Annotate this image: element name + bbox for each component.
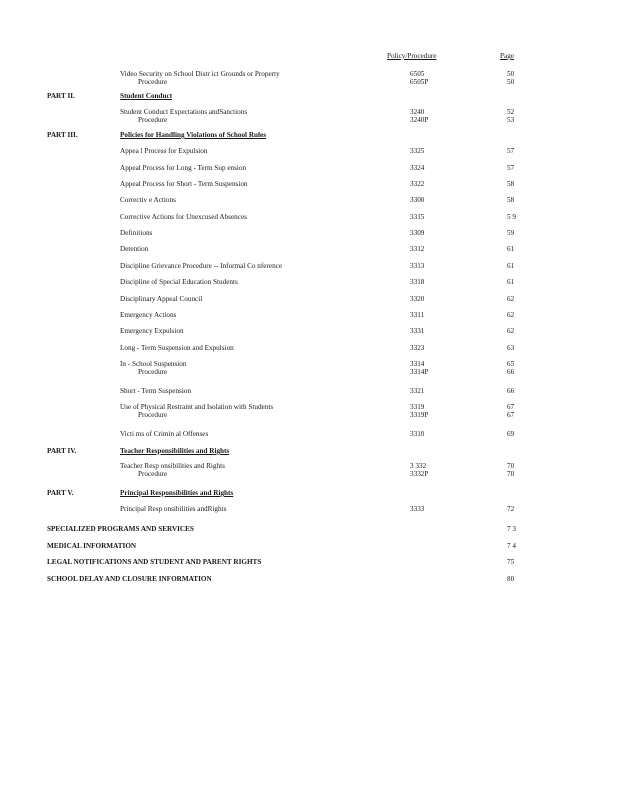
policy-code: 6505P bbox=[410, 78, 429, 86]
entry-subtitle: Procedure bbox=[138, 116, 168, 124]
entry-title: Teacher Resp onsibilities and Rights bbox=[120, 462, 225, 470]
part-heading: Student Conduct bbox=[120, 92, 173, 100]
entry-title: Emergency Expulsion bbox=[120, 327, 184, 335]
part-heading: Policies for Handling Violations of School Rules bbox=[120, 131, 267, 139]
page-number: 52 bbox=[507, 108, 515, 116]
policy-code: 3322 bbox=[410, 180, 425, 188]
policy-code: 3314P bbox=[410, 368, 429, 376]
entry-title: Appeal Process for Short - Term Suspension bbox=[120, 180, 248, 188]
page-number: 67 bbox=[507, 411, 515, 419]
entry-title: Use of Physical Restraint and Isolation with Students bbox=[120, 403, 274, 411]
page-number: 57 bbox=[507, 147, 515, 155]
part-label: PART IV. bbox=[47, 447, 77, 455]
entry-subtitle: Procedure bbox=[138, 411, 168, 419]
entry-title: Short - Term Suspension bbox=[120, 387, 192, 395]
page-number: 65 bbox=[507, 360, 515, 368]
part-heading: Principal Responsibilities and Rights bbox=[120, 489, 234, 497]
entry-title: Appeal Process for Long - Term Sup ension bbox=[120, 164, 247, 172]
page-number: 61 bbox=[507, 262, 515, 270]
policy-code: 3311 bbox=[410, 311, 425, 319]
policy-procedure-header: Policy/Procedure bbox=[387, 52, 437, 60]
page-number: 58 bbox=[507, 180, 515, 188]
page-number: 70 bbox=[507, 462, 515, 470]
page-number: 62 bbox=[507, 327, 515, 335]
entry-title: Definitions bbox=[120, 229, 153, 237]
policy-code: 3333 bbox=[410, 505, 425, 513]
page-number: 7 3 bbox=[507, 525, 516, 533]
policy-code: 3319P bbox=[410, 411, 429, 419]
page-number: 72 bbox=[507, 505, 515, 513]
policy-code: 3315 bbox=[410, 213, 425, 221]
entry-title: In - School Suspension bbox=[120, 360, 187, 368]
entry-title: Disciplinary Appeal Council bbox=[120, 295, 203, 303]
entry-title: Emergency Actions bbox=[120, 311, 177, 319]
entry-title: Detention bbox=[120, 245, 149, 253]
policy-code: 3321 bbox=[410, 387, 425, 395]
entry-title: Discipline of Special Education Students bbox=[120, 278, 238, 286]
entry-title: Student Conduct Expectations andSanctions bbox=[120, 108, 248, 116]
page-number: 50 bbox=[507, 78, 515, 86]
policy-code: 3 332 bbox=[410, 462, 427, 470]
page-number: 57 bbox=[507, 164, 515, 172]
page-number: 59 bbox=[507, 229, 515, 237]
page-header: Page bbox=[500, 52, 514, 60]
part-label: PART III. bbox=[47, 131, 78, 139]
policy-code: 3325 bbox=[410, 147, 425, 155]
policy-code: 3319 bbox=[410, 403, 425, 411]
policy-code: 3310 bbox=[410, 430, 425, 438]
policy-code: 3324 bbox=[410, 164, 425, 172]
page-number: 53 bbox=[507, 116, 515, 124]
entry-subtitle: Procedure bbox=[138, 368, 168, 376]
page-number: 50 bbox=[507, 70, 515, 78]
entry-title: Video Security on School Distr ict Grounds or Property bbox=[120, 70, 280, 78]
policy-code: 3309 bbox=[410, 229, 425, 237]
part-label: PART II. bbox=[47, 92, 75, 100]
policy-code: 3312 bbox=[410, 245, 425, 253]
entry-title: Appea l Process for Expulsion bbox=[120, 147, 208, 155]
page-number: 62 bbox=[507, 311, 515, 319]
part-label: PART V. bbox=[47, 489, 74, 497]
section-title: LEGAL NOTIFICATIONS AND STUDENT AND PARENT RIGHTS bbox=[47, 558, 262, 566]
page-number: 63 bbox=[507, 344, 515, 352]
entry-title: Correctiv e Actions bbox=[120, 196, 176, 204]
policy-code: 3314 bbox=[410, 360, 425, 368]
policy-code: 3331 bbox=[410, 327, 425, 335]
policy-code: 3318 bbox=[410, 278, 425, 286]
page-number: 67 bbox=[507, 403, 515, 411]
page-number: 66 bbox=[507, 368, 515, 376]
page-number: 66 bbox=[507, 387, 515, 395]
policy-code: 3240P bbox=[410, 116, 429, 124]
entry-title: Discipline Grievance Procedure -- Informal Co nference bbox=[120, 262, 283, 270]
page-number: 5 9 bbox=[507, 213, 516, 221]
page-number: 80 bbox=[507, 575, 515, 583]
section-title: MEDICAL INFORMATION bbox=[47, 542, 137, 550]
page-number: 70 bbox=[507, 470, 515, 478]
page-number: 62 bbox=[507, 295, 515, 303]
policy-code: 6505 bbox=[410, 70, 425, 78]
page-number: 69 bbox=[507, 430, 515, 438]
policy-code: 3240 bbox=[410, 108, 425, 116]
entry-title: Long - Term Suspension and Expulsion bbox=[120, 344, 234, 352]
policy-code: 3323 bbox=[410, 344, 425, 352]
policy-code: 3313 bbox=[410, 262, 425, 270]
page-number: 75 bbox=[507, 558, 515, 566]
section-title: SPECIALIZED PROGRAMS AND SERVICES bbox=[47, 525, 194, 533]
page-number: 61 bbox=[507, 245, 515, 253]
section-title: SCHOOL DELAY AND CLOSURE INFORMATION bbox=[47, 575, 212, 583]
page-number: 58 bbox=[507, 196, 515, 204]
entry-title: Principal Resp onsibilities andRights bbox=[120, 505, 227, 513]
part-heading: Teacher Responsibilities and Rights bbox=[120, 447, 230, 455]
entry-subtitle: Procedure bbox=[138, 78, 168, 86]
policy-code: 3320 bbox=[410, 295, 425, 303]
policy-code: 3300 bbox=[410, 196, 425, 204]
entry-title: Victi ms of Crimin al Offenses bbox=[120, 430, 209, 438]
entry-subtitle: Procedure bbox=[138, 470, 168, 478]
policy-code: 3332P bbox=[410, 470, 429, 478]
entry-title: Corrective Actions for Unexcused Absences bbox=[120, 213, 247, 221]
page-number: 61 bbox=[507, 278, 515, 286]
page-number: 7 4 bbox=[507, 542, 516, 550]
